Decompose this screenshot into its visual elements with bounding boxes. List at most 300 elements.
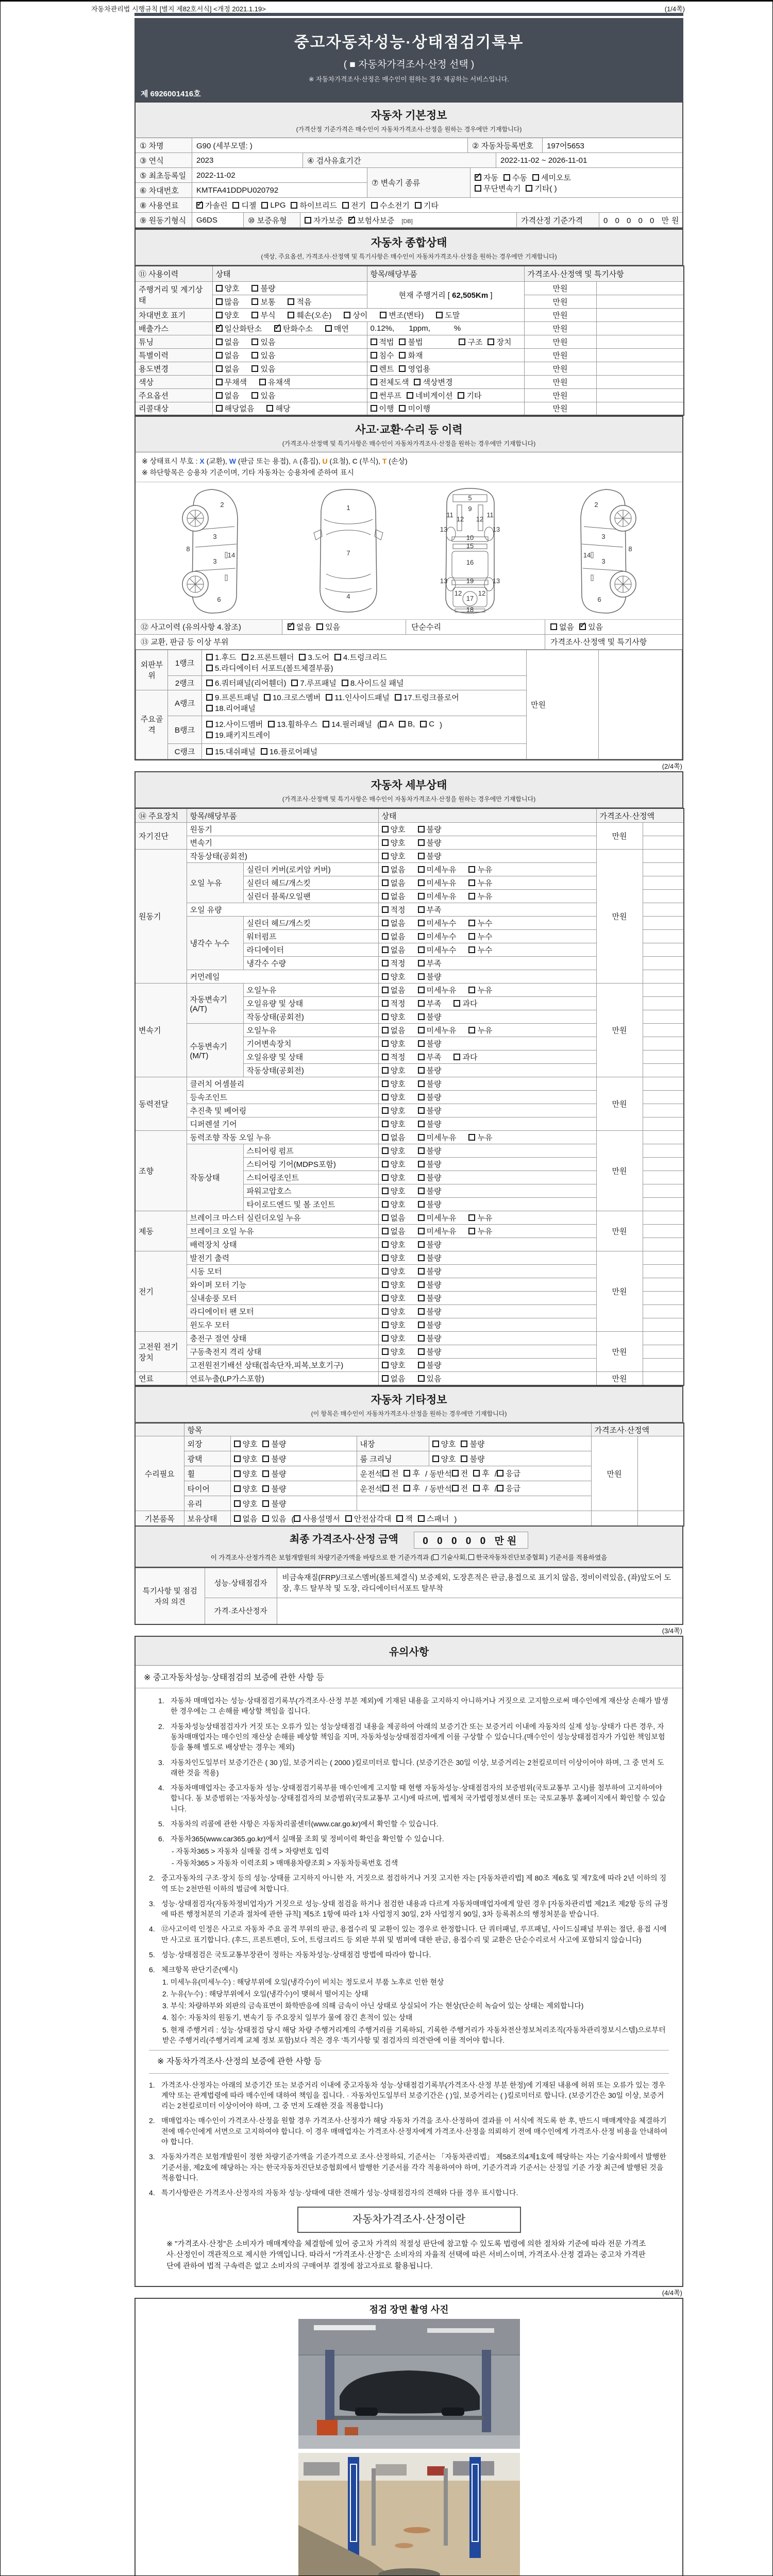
checkbox[interactable] bbox=[382, 1485, 389, 1492]
checkbox[interactable] bbox=[216, 365, 223, 372]
checkbox[interactable] bbox=[461, 1440, 467, 1447]
checkbox[interactable] bbox=[418, 1214, 425, 1221]
checkbox[interactable] bbox=[216, 312, 223, 318]
panel-number: 11 bbox=[446, 511, 453, 519]
position-cell bbox=[357, 1481, 591, 1496]
state-cell bbox=[378, 1225, 596, 1238]
checkbox[interactable] bbox=[404, 1485, 410, 1492]
checkbox[interactable] bbox=[371, 352, 377, 359]
checkbox[interactable] bbox=[382, 1470, 389, 1477]
checkbox[interactable] bbox=[382, 1147, 389, 1154]
panel-rank-table bbox=[136, 650, 682, 759]
checkbox[interactable] bbox=[291, 202, 297, 209]
checkbox[interactable] bbox=[418, 1308, 425, 1315]
checkbox[interactable] bbox=[579, 623, 586, 630]
part-label: 충전구 절연 상태 bbox=[187, 1332, 378, 1345]
checkbox[interactable] bbox=[261, 748, 267, 755]
checkbox[interactable] bbox=[345, 1515, 352, 1522]
checkbox[interactable] bbox=[251, 298, 258, 305]
checkbox[interactable] bbox=[473, 1470, 480, 1477]
checkbox[interactable] bbox=[196, 202, 203, 209]
checkbox[interactable] bbox=[382, 1107, 389, 1114]
checkbox[interactable] bbox=[382, 1094, 389, 1100]
checkbox[interactable] bbox=[452, 1470, 459, 1477]
checkbox[interactable] bbox=[294, 1515, 300, 1522]
checkbox[interactable] bbox=[468, 1134, 475, 1141]
checkbox[interactable] bbox=[234, 1440, 241, 1447]
warranty-options bbox=[300, 213, 517, 228]
checkbox[interactable] bbox=[216, 338, 223, 345]
checkbox-option bbox=[418, 1373, 442, 1384]
checkbox[interactable] bbox=[206, 680, 213, 686]
checkbox[interactable] bbox=[382, 1174, 389, 1181]
checkbox[interactable] bbox=[382, 1295, 389, 1301]
checkbox[interactable] bbox=[382, 1255, 389, 1261]
option-label: 적정 bbox=[390, 999, 406, 1009]
checkbox[interactable] bbox=[475, 185, 481, 192]
checkbox[interactable] bbox=[418, 866, 425, 873]
checkbox[interactable] bbox=[418, 1094, 425, 1100]
checkbox-option bbox=[453, 1052, 477, 1062]
checkbox[interactable] bbox=[473, 1485, 480, 1492]
part-label: 실내송풍 모터 bbox=[187, 1292, 378, 1305]
checkbox[interactable] bbox=[323, 721, 329, 727]
checkbox-option bbox=[418, 1025, 457, 1036]
checkbox[interactable] bbox=[432, 1455, 439, 1462]
checkbox[interactable] bbox=[382, 973, 389, 980]
checkbox[interactable] bbox=[251, 352, 258, 359]
checkbox[interactable] bbox=[418, 1321, 425, 1328]
checkbox[interactable] bbox=[262, 1455, 269, 1462]
checkbox[interactable] bbox=[433, 1554, 439, 1560]
checkbox[interactable] bbox=[475, 174, 481, 181]
notice-item: 3. 성능·상태점검자(자동차정비업자)가 거짓으로 성능·상태 점검을 하거나 점검한 내용과 다르게 자동차매매업자에게 알린 경우 [자동차관리법 제21조 제2항 등의 규정에 따른 행정처분의 기준과 절차에 관한 규칙] 제5조 1항에 따라 1차 사업정지 30일, 2차 사업정지 90일, 3차 등록취소의 행정처분을 받습니다. bbox=[149, 1899, 668, 1919]
checkbox-option bbox=[262, 1513, 286, 1524]
checkbox[interactable] bbox=[418, 1268, 425, 1275]
checkbox[interactable] bbox=[382, 1214, 389, 1221]
checkbox[interactable] bbox=[503, 174, 510, 181]
checkbox[interactable] bbox=[418, 1121, 425, 1127]
checkbox[interactable] bbox=[371, 379, 377, 385]
checkbox[interactable] bbox=[382, 1188, 389, 1194]
checkbox[interactable] bbox=[382, 1268, 389, 1275]
option-label: 후 bbox=[482, 1469, 490, 1479]
checkbox[interactable] bbox=[325, 325, 332, 332]
checkbox[interactable] bbox=[262, 1485, 269, 1492]
checkbox[interactable] bbox=[418, 1080, 425, 1087]
checkbox[interactable] bbox=[206, 694, 213, 701]
checkbox[interactable] bbox=[234, 1515, 241, 1522]
checkbox[interactable] bbox=[382, 853, 389, 859]
checkbox-option bbox=[371, 200, 410, 211]
sub-group-label: 자동변속기 (A/T) bbox=[187, 984, 243, 1024]
checkbox[interactable] bbox=[468, 920, 475, 926]
checkbox-option bbox=[262, 1468, 286, 1479]
checkbox[interactable] bbox=[418, 1027, 425, 1033]
checkbox[interactable] bbox=[418, 1013, 425, 1020]
checkbox[interactable] bbox=[262, 1515, 269, 1522]
state-cell bbox=[378, 903, 596, 917]
notice-item: 4. ⑫사고이력 인정은 사고로 자동차 주요 골격 부위의 판금, 용접수리 및 교환이 있는 경우로 한정합니다. 단 쿼터패널, 루프패널, 사이드실패널 부위는 절단, 용접 시에만 사고로 표기합니다. (후드, 프론트펜더, 도어, 트렁크리드 등 외판 부위 및 범퍼에 대한 판금, 용접수리 및 교환은 단순수리로서 사고에 포함되지 않습니다) bbox=[149, 1925, 667, 1944]
option-label: A bbox=[388, 720, 394, 729]
item-label: 외장 bbox=[184, 1436, 230, 1451]
first-reg-value: 2022-11-02 bbox=[192, 168, 367, 183]
price-cell: 만원 bbox=[596, 1332, 643, 1372]
option-label: 불량 bbox=[426, 1267, 442, 1277]
checkbox[interactable] bbox=[382, 920, 389, 926]
state-cell bbox=[378, 823, 596, 836]
checkbox[interactable] bbox=[418, 920, 425, 926]
checkbox[interactable] bbox=[418, 1348, 425, 1355]
checkbox[interactable] bbox=[371, 338, 377, 345]
basic-info-title: 자동차 기본정보 bbox=[371, 110, 447, 122]
status-code-label: (부식), bbox=[359, 457, 382, 465]
checkbox[interactable] bbox=[371, 392, 377, 399]
checkbox[interactable] bbox=[418, 946, 425, 953]
panel-number: 10 bbox=[466, 533, 474, 541]
checkbox[interactable] bbox=[404, 1470, 410, 1477]
checkbox[interactable] bbox=[288, 298, 294, 305]
option-label: 하이브리드 bbox=[299, 201, 337, 210]
checkbox[interactable] bbox=[382, 987, 389, 993]
checkbox[interactable] bbox=[418, 853, 425, 859]
checkbox[interactable] bbox=[348, 217, 355, 224]
checkbox[interactable] bbox=[288, 312, 294, 318]
checkbox[interactable] bbox=[432, 1440, 439, 1447]
checkbox[interactable] bbox=[288, 623, 294, 630]
checkbox[interactable] bbox=[453, 1000, 460, 1007]
checkbox[interactable] bbox=[468, 1027, 475, 1033]
checkbox[interactable] bbox=[418, 960, 425, 967]
checkbox[interactable] bbox=[382, 879, 389, 886]
checkbox[interactable] bbox=[382, 906, 389, 913]
checkbox[interactable] bbox=[371, 365, 377, 372]
checkbox[interactable] bbox=[371, 405, 377, 412]
text: ) bbox=[454, 1515, 457, 1524]
checkbox[interactable] bbox=[468, 933, 475, 940]
checkbox[interactable] bbox=[453, 1054, 460, 1060]
checkbox[interactable] bbox=[380, 721, 386, 727]
checkbox[interactable] bbox=[262, 1440, 269, 1447]
checkbox[interactable] bbox=[382, 1228, 389, 1234]
checkbox[interactable] bbox=[414, 379, 421, 385]
option-label: 전 bbox=[460, 1469, 468, 1479]
note-cell bbox=[596, 348, 684, 362]
option-label: 8.사이드실 패널 bbox=[350, 679, 404, 688]
checkbox[interactable] bbox=[418, 1054, 425, 1060]
note-cell bbox=[643, 876, 684, 890]
checkbox[interactable] bbox=[399, 338, 406, 345]
checkbox-option bbox=[382, 1145, 406, 1156]
checkbox[interactable] bbox=[468, 893, 475, 900]
panel-number: 9 bbox=[467, 504, 472, 513]
checkbox[interactable] bbox=[418, 1161, 425, 1167]
checkbox[interactable] bbox=[259, 379, 266, 385]
checkbox[interactable] bbox=[242, 654, 248, 660]
checkbox[interactable] bbox=[418, 1255, 425, 1261]
checkbox-option bbox=[468, 1025, 492, 1036]
checkbox[interactable] bbox=[216, 405, 223, 412]
state-cell bbox=[378, 890, 596, 903]
checkbox[interactable] bbox=[251, 285, 258, 292]
warranty-db-note: [DB] bbox=[401, 218, 413, 225]
checkbox[interactable] bbox=[382, 1013, 389, 1020]
checkbox[interactable] bbox=[382, 866, 389, 873]
checkbox[interactable] bbox=[468, 866, 475, 873]
checkbox[interactable] bbox=[216, 298, 223, 305]
masthead-note: ※ 자동차가격조사·산정은 매수인이 원하는 경우 제공하는 서비스입니다. bbox=[308, 76, 510, 83]
checkbox[interactable] bbox=[291, 680, 298, 686]
checkbox[interactable] bbox=[206, 705, 213, 711]
checkbox-option bbox=[305, 215, 343, 226]
checkbox-option bbox=[418, 1279, 442, 1290]
checkbox[interactable] bbox=[382, 839, 389, 846]
checkbox[interactable] bbox=[407, 392, 413, 399]
checkbox-option bbox=[468, 877, 492, 888]
checkbox[interactable] bbox=[468, 1228, 475, 1234]
checkbox[interactable] bbox=[550, 623, 557, 630]
price-cell: 만원 bbox=[524, 348, 596, 362]
option-label: 누수 bbox=[477, 933, 493, 942]
checkbox[interactable] bbox=[382, 1000, 389, 1007]
checkbox[interactable] bbox=[418, 879, 425, 886]
checkbox[interactable] bbox=[418, 1201, 425, 1208]
checkbox[interactable] bbox=[418, 1067, 425, 1074]
checkbox[interactable] bbox=[232, 202, 239, 209]
note-cell bbox=[643, 850, 684, 863]
checkbox[interactable] bbox=[206, 654, 213, 660]
checkbox-option bbox=[234, 1438, 258, 1449]
checkbox[interactable] bbox=[299, 654, 306, 660]
checkbox[interactable] bbox=[344, 312, 350, 318]
checkbox[interactable] bbox=[382, 893, 389, 900]
checkbox-option bbox=[382, 1346, 406, 1357]
checkbox[interactable] bbox=[206, 721, 213, 727]
checkbox[interactable] bbox=[418, 1134, 425, 1141]
checkbox[interactable] bbox=[382, 1335, 389, 1342]
option-label: 14.필러패널 bbox=[331, 720, 372, 730]
checkbox[interactable] bbox=[418, 1228, 425, 1234]
option-label: 양호 bbox=[390, 1147, 406, 1156]
checkbox[interactable] bbox=[399, 352, 406, 359]
checkbox[interactable] bbox=[494, 1470, 503, 1479]
checkbox[interactable] bbox=[468, 1554, 474, 1560]
panel-number: 12 bbox=[454, 589, 462, 597]
checkbox[interactable] bbox=[459, 338, 465, 345]
option-label: B, bbox=[407, 720, 415, 729]
checkbox[interactable] bbox=[234, 1455, 241, 1462]
checkbox[interactable] bbox=[418, 1375, 425, 1382]
checkbox[interactable] bbox=[399, 721, 406, 727]
checkbox[interactable] bbox=[382, 1321, 389, 1328]
checkbox[interactable] bbox=[251, 338, 258, 345]
checkbox[interactable] bbox=[418, 1147, 425, 1154]
option-label: 없음 bbox=[390, 866, 406, 875]
checkbox[interactable] bbox=[206, 748, 213, 755]
checkbox[interactable] bbox=[418, 893, 425, 900]
checkbox[interactable] bbox=[234, 1500, 241, 1507]
checkbox[interactable] bbox=[382, 946, 389, 953]
warranty-type-label: ⑩ 보증유형 bbox=[244, 213, 300, 228]
checkbox[interactable] bbox=[418, 839, 425, 846]
checkbox[interactable] bbox=[399, 365, 406, 372]
checkbox[interactable] bbox=[382, 1134, 389, 1141]
checkbox[interactable] bbox=[418, 906, 425, 913]
option-label: 매연 bbox=[333, 324, 349, 333]
part-label: 원동기 bbox=[187, 823, 378, 836]
checkbox[interactable] bbox=[316, 623, 323, 630]
notice-item: 2. 매매업자는 매수인이 가격조사·산정을 원할 경우 가격조사·산정자가 해당 자동차 가격을 조사·산정하여 결과를 이 서식에 적도록 한 후, 반드시 매매계약을 체결하기 전에 매수인에게 서면으로 고지하여야 합니다. 이 경우 매매업자는 가격조사·산정자에게 가격조사·산정을 의뢰하기 전에 매수인에게 가격조사·산정 비용을 안내하여야 합니다. bbox=[149, 2116, 668, 2146]
checkbox[interactable] bbox=[382, 826, 389, 833]
checkbox[interactable] bbox=[262, 1500, 269, 1507]
option-label: 있음 bbox=[260, 351, 276, 360]
checkbox[interactable] bbox=[382, 933, 389, 940]
checkbox[interactable] bbox=[251, 365, 258, 372]
simple-repair-label: 단순수리 bbox=[406, 620, 545, 634]
rank-label: 2랭크 bbox=[168, 675, 202, 690]
checkbox[interactable] bbox=[216, 285, 223, 292]
checkbox[interactable] bbox=[371, 202, 378, 209]
checkbox[interactable] bbox=[342, 680, 348, 686]
checkbox[interactable] bbox=[494, 1485, 503, 1494]
checkbox-option bbox=[458, 390, 481, 401]
checkbox[interactable] bbox=[395, 694, 401, 701]
checkbox[interactable] bbox=[526, 185, 532, 192]
reg-no-value: 197어5653 bbox=[543, 138, 682, 153]
checkbox[interactable] bbox=[251, 312, 258, 318]
checkbox[interactable] bbox=[206, 732, 213, 738]
checkbox[interactable] bbox=[382, 1027, 389, 1033]
notice-item: 2. 중고자동차의 구조·장치 등의 성능·상태를 고지하지 아니한 자, 거짓으로 점검하거나 거짓 고지한 자는 [자동차관리법] 제 80조 제6호 및 제7호에 따라 2년 이하의 징역 또는 2천만원 이하의 벌금에 처합니다. bbox=[149, 1874, 667, 1893]
checkbox[interactable] bbox=[382, 1067, 389, 1074]
option-label: 보험사보증 bbox=[357, 216, 395, 225]
checkbox[interactable] bbox=[326, 694, 332, 701]
option-label: 7.루프패널 bbox=[300, 679, 337, 688]
checkbox[interactable] bbox=[262, 1470, 269, 1477]
checkbox[interactable] bbox=[264, 694, 271, 701]
checkbox-option bbox=[291, 200, 337, 211]
checkbox-option bbox=[334, 652, 387, 663]
checkbox[interactable] bbox=[305, 217, 311, 224]
checkbox[interactable] bbox=[216, 352, 223, 359]
checkbox[interactable] bbox=[418, 1281, 425, 1288]
checkbox[interactable] bbox=[342, 202, 349, 209]
checkbox[interactable] bbox=[382, 1241, 389, 1248]
checkbox[interactable] bbox=[382, 1161, 389, 1167]
value-text: 62,505Km bbox=[452, 291, 489, 300]
option-label: 양호 bbox=[390, 1200, 406, 1210]
checkbox-option bbox=[418, 1346, 442, 1357]
checkbox[interactable] bbox=[461, 1455, 467, 1462]
checkbox[interactable] bbox=[399, 405, 406, 412]
checkbox[interactable] bbox=[468, 1214, 475, 1221]
checkbox[interactable] bbox=[261, 202, 268, 209]
checkbox[interactable] bbox=[418, 826, 425, 833]
checkbox[interactable] bbox=[382, 1362, 389, 1368]
option-label: 양호 bbox=[242, 1439, 258, 1449]
option-label: 미세누유 bbox=[426, 892, 457, 902]
option-label: 없음 bbox=[390, 986, 406, 995]
checkbox[interactable] bbox=[418, 1515, 425, 1522]
note-cell bbox=[643, 1198, 684, 1211]
checkbox-option bbox=[261, 201, 285, 210]
price-cell: 만원 bbox=[524, 295, 596, 308]
checkbox[interactable] bbox=[415, 202, 422, 209]
checkbox[interactable] bbox=[380, 312, 386, 318]
hold-state-label: 보유상태 bbox=[184, 1511, 230, 1526]
checkbox[interactable] bbox=[420, 721, 427, 727]
checkbox-option bbox=[418, 1266, 442, 1277]
checkbox[interactable] bbox=[418, 1295, 425, 1301]
checkbox[interactable] bbox=[206, 665, 213, 671]
checkbox[interactable] bbox=[418, 1174, 425, 1181]
checkbox[interactable] bbox=[382, 1375, 389, 1382]
checkbox[interactable] bbox=[418, 1040, 425, 1047]
checkbox[interactable] bbox=[234, 1470, 241, 1477]
checkbox[interactable] bbox=[334, 654, 341, 660]
final-price-label: 최종 가격조사·산정 금액 bbox=[289, 1533, 398, 1545]
checkbox[interactable] bbox=[382, 1040, 389, 1047]
checkbox[interactable] bbox=[452, 1485, 459, 1492]
checkbox[interactable] bbox=[382, 960, 389, 967]
checkbox[interactable] bbox=[418, 973, 425, 980]
checkbox[interactable] bbox=[251, 392, 258, 399]
checkbox[interactable] bbox=[216, 325, 223, 332]
checkbox[interactable] bbox=[382, 1201, 389, 1208]
price-cell: 만원 bbox=[596, 823, 643, 850]
checkbox-option bbox=[206, 677, 286, 688]
checkbox[interactable] bbox=[266, 405, 273, 412]
checkbox[interactable] bbox=[436, 312, 443, 318]
checkbox[interactable] bbox=[418, 1241, 425, 1248]
text: 1ppm, bbox=[409, 324, 430, 333]
checkbox[interactable] bbox=[468, 879, 475, 886]
checkbox[interactable] bbox=[418, 1107, 425, 1114]
checkbox[interactable] bbox=[418, 1335, 425, 1342]
checkbox[interactable] bbox=[274, 325, 281, 332]
checkbox[interactable] bbox=[532, 174, 539, 181]
checkbox[interactable] bbox=[382, 1348, 389, 1355]
inspector-opinion-text: 비금속재질(FRP)/크로스멤버(볼트체결식) 보증제외, 도장흔적은 판금,용접으로 표기치 않음, 정비이력있음, (좌)앞도어 도장, 후드 탈부착 및 도장, 라디에이터서포트 탈부착 bbox=[277, 1568, 683, 1598]
checkbox[interactable] bbox=[216, 392, 223, 399]
checkbox[interactable] bbox=[268, 721, 275, 727]
checkbox[interactable] bbox=[488, 338, 494, 345]
checkbox[interactable] bbox=[458, 392, 464, 399]
checkbox[interactable] bbox=[418, 1362, 425, 1368]
checkbox[interactable] bbox=[382, 1080, 389, 1087]
appraiser-opinion-text bbox=[277, 1598, 683, 1624]
accident-title: 사고·교환·수리 등 이력 bbox=[355, 424, 463, 436]
checkbox[interactable] bbox=[382, 1054, 389, 1060]
checkbox-option bbox=[418, 1319, 442, 1330]
checkbox[interactable] bbox=[418, 1000, 425, 1007]
checkbox-option bbox=[418, 931, 457, 942]
checkbox[interactable] bbox=[468, 946, 475, 953]
checkbox[interactable] bbox=[234, 1485, 241, 1492]
checkbox[interactable] bbox=[418, 1188, 425, 1194]
checkbox[interactable] bbox=[382, 1281, 389, 1288]
checkbox[interactable] bbox=[418, 933, 425, 940]
checkbox[interactable] bbox=[216, 379, 223, 385]
checkbox[interactable] bbox=[382, 1121, 389, 1127]
page-number-2: (2/4쪽) bbox=[662, 762, 682, 770]
option-label: 화재 bbox=[408, 351, 423, 360]
checkbox[interactable] bbox=[382, 1308, 389, 1315]
price-cell: 만원 bbox=[591, 1436, 637, 1511]
checkbox[interactable] bbox=[468, 987, 475, 993]
checkbox[interactable] bbox=[418, 987, 425, 993]
checkbox[interactable] bbox=[396, 1515, 403, 1522]
